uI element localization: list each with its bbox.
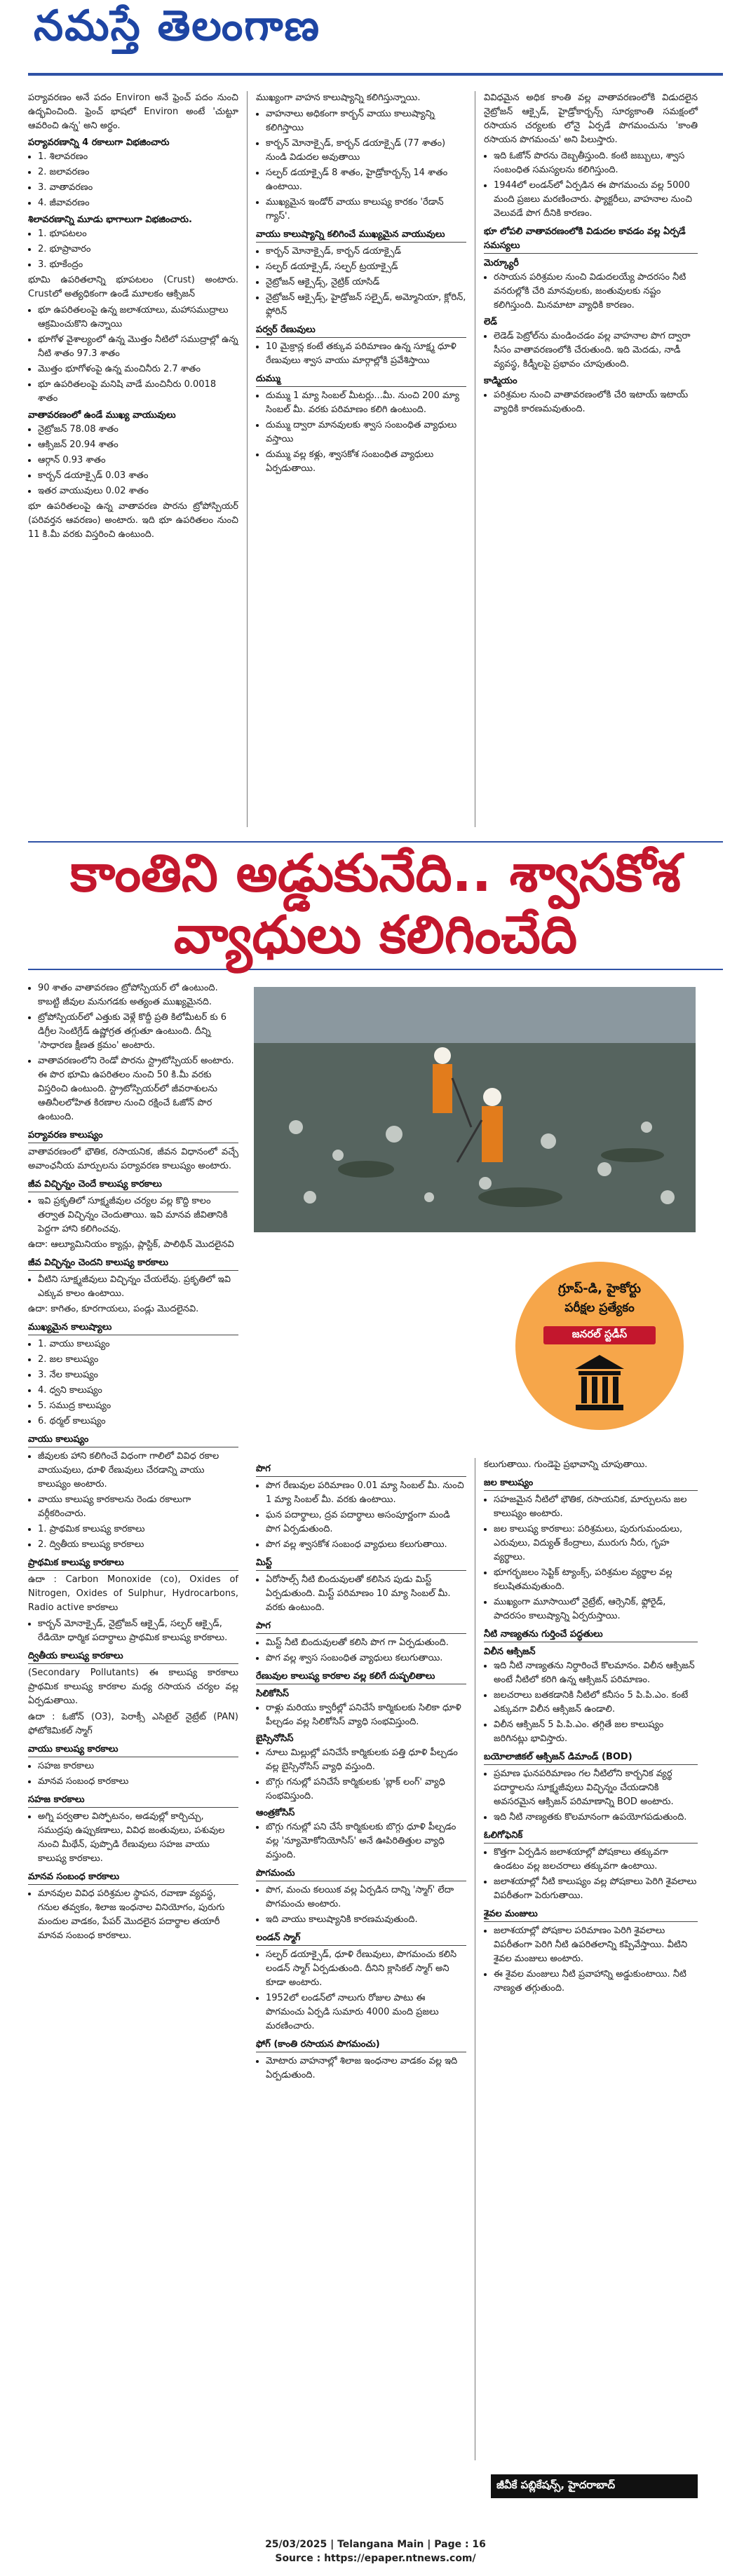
list-item: • కొత్తగా ఏర్పడిన జలాశయాల్లో పోషకాలు తక్కువగా ఉండటం వల్ల జలచరాలు తక్కువగా ఉంటాయి.: [494, 1846, 698, 1874]
section-heading: పర్యావరణ కాలుష్యం: [28, 1129, 238, 1143]
list-item: • రసాయన పరిశ్రమల నుంచి విడుదలయ్యే పాదరసం నీటి వనరుల్లోకి చేరి మానవులకు, జంతువులకు నష్టం కలిగిస్తుంది. మినమాటా వ్యాధికి కారణం.: [494, 271, 698, 313]
section-heading: ఫోగ్ (కాంతి రసాయన పొగమంచు): [256, 2038, 466, 2052]
list-item: • మానవ సంబంధ కారకాలు: [38, 1775, 238, 1789]
list-item: • దుమ్ము వల్ల కళ్లు, శ్వాసకోశ సంబంధిత వ్యాధులు ఏర్పడుతాయి.: [266, 448, 466, 476]
sub-heading: సిలికోసిస్: [256, 1689, 289, 1699]
list: [28, 1337, 238, 1429]
cleanup-photo: [254, 987, 696, 1232]
list-item: • కార్బన్ మోనాక్సైడ్, నైట్రోజన్ ఆక్సైడ్, సల్ఫర్ ఆక్సైడ్, రేడియో ధార్మిక పదార్థాలు ప్రాథమిక కాలుష్య కారకాలు.: [38, 1617, 238, 1645]
list: [484, 388, 698, 416]
badge-title: గ్రూప్-డి, హైకోర్టు: [557, 1281, 642, 1296]
badge-tag: జనరల్ స్టడీస్: [543, 1326, 656, 1344]
paragraph: ఉదా : Carbon Monoxide (co), Oxides of Nitrogen, Oxides of Sulphur, Hydrocarbons, Radio active కారకాలు: [28, 1574, 238, 1613]
list: [484, 1924, 698, 1996]
list: [484, 329, 698, 372]
list: [484, 271, 698, 313]
list-item: • జలచరాలు బతకడానికి నీటిలో కనీసం 5 పి.పి.ఎం. కంటే ఎక్కువగా విలీన ఆక్సిజన్ ఉండాలి.: [494, 1689, 698, 1717]
list-item: • ముఖ్యంగా మూసాయిలో నైట్రేట్, ఆర్సెనిక్, ఫ్లోరైడ్, పాదరసం కాలుష్యాన్ని ఏర్పరుస్తాయి.: [494, 1595, 698, 1623]
court-building-icon: [571, 1351, 628, 1415]
list-item: • 2. భూప్రావారం: [38, 243, 238, 257]
list-item: • ప్రమాణ ఘనపరిమాణం గల నీటిలోని కార్బనిక వ్యర్థ పదార్థాలను సూక్ష్మజీవులు విచ్ఛిన్నం చేయడానికి అవసరమైన ఆక్సిజన్ పరిమాణాన్ని BOD అంటారు.: [494, 1767, 698, 1809]
list-item: • ట్రోపోస్పియర్‌లో ఎత్తుకు వెళ్లే కొద్దీ ప్రతి కిలోమీటర్ కు 6 డిగ్రీల సెంటిగ్రేడ్ ఉష్ణోగ్రత తగ్గుతూ ఉంటుంది. దీన్ని 'సాధారణ క్షీణత క్రమం' అంటారు.: [38, 1011, 238, 1053]
list: [28, 304, 238, 406]
section-heading: వాయు కాలుష్య కారకాలు: [28, 1743, 238, 1757]
section-heading: పొగ: [256, 1462, 466, 1477]
paragraph: (Secondary Pollutants) ఈ కాలుష్య కారకాలు ప్రాథమిక కాలుష్య కారకాల మధ్య రసాయన చర్యల వల్ల ఏర్పడుతాయి.: [28, 1668, 238, 1706]
list-item: • ఏరోసాల్స్ నీటి బిందువులతో కలిసిన పుడు మిస్ట్ ఏర్పడుతుంది. మిస్ట్ పరిమాణం 10 మ్యా సింబల్ మీ. వరకు ఉంటుంది.: [266, 1573, 466, 1615]
list: [256, 1948, 466, 2033]
section-heading: ఓలిగోఫెనిక్: [484, 1829, 698, 1844]
list: [256, 107, 466, 224]
list-item: • 2. జల కాలుష్యం: [38, 1353, 238, 1367]
section-heading: నీటి నాణ్యతను గుర్తించే పద్ధతులు: [484, 1628, 698, 1642]
list-item: • మోటారు వాహనాల్లో శిలాజ ఇంధనాల వాడకం వల్ల ఇది ఏర్పడుతుంది.: [266, 2054, 466, 2083]
list-item: • భూగర్భజలం సెప్టిక్ ట్యాంక్స్, పరిశ్రమల వ్యర్థాల వల్ల కలుషితమవుతుంది.: [494, 1566, 698, 1594]
list-item: • పొగ రేణువుల పరిమాణం 0.01 మ్యా సింబల్ మీ. నుంచి 1 మ్యా సింబల్ మీ. వరకు ఉంటాయి.: [266, 1479, 466, 1507]
list: [28, 1759, 238, 1789]
section-heading: రేణువుల కాలుష్య కారకాల వల్ల కలిగే దుష్ఫలితాలు: [256, 1670, 466, 1684]
section-heading: ద్వితీయ కాలుష్య కారకాలు: [28, 1649, 238, 1664]
column-divider: [247, 91, 248, 827]
section-heading: పర్యావరణాన్ని 4 రకాలుగా విభజించారు: [28, 137, 170, 148]
footer-source-link[interactable]: Source : https://epaper.ntnews.com/: [275, 2553, 476, 2564]
list-item: • 1. శిలావరణం: [38, 150, 238, 164]
intro-paragraph: పర్యావరణం అనే పదం Environ అనే ఫ్రెంచ్ పదం నుంచి ఉద్భవించింది. ఫ్రెంచ్ భాషలో Environ అంటే 'చుట్టూ ఆవరించి ఉన్న' అని అర్థం.: [28, 93, 238, 131]
list-item: • విలీన ఆక్సిజన్ 5 పి.పి.ఎం. తగ్గితే జల కాలుష్యం జరిగినట్లు భావిస్తారు.: [494, 1718, 698, 1746]
list: [484, 149, 698, 221]
list-item: • కార్బన్ డయాక్సైడ్ 0.03 శాతం: [38, 469, 238, 483]
list-item: • భూగోళ వైశాల్యంలో ఉన్న మొత్తం నీటిలో సముద్రాల్లో ఉన్న నీటి శాతం 97.3 శాతం: [38, 333, 238, 361]
section-heading: శైవల మంజులు: [484, 1907, 698, 1922]
list-item: • ఈ శైవల మంజులు నీటి ప్రవాహాన్ని అడ్డుకుంటాయి. నీటి నాణ్యత తగ్గుతుంది.: [494, 1968, 698, 1996]
list-item: • నూలు మిల్లుల్లో పనిచేసే కార్మికులకు పత్తి ధూళి పీల్చడం వల్ల బైస్సినోసిస్ వ్యాధి వస్తుంది.: [266, 1746, 466, 1774]
section-heading: లండన్ స్మాగ్: [256, 1931, 466, 1946]
list-item: • 10 మైక్రాన్ల కంటే తక్కువ పరిమాణం ఉన్న సూక్ష్మ ధూళి రేణువులు శ్వాస వాయు మార్గాల్లోకి ప్రవేశిస్తాయి: [266, 340, 466, 368]
list: [484, 1767, 698, 1825]
list-item: • కార్బన్ మోనాక్సైడ్, కార్బన్ డయాక్సైడ్ (77 శాతం) నుండి విడుదల అవుతాయి: [266, 137, 466, 165]
section-heading: జీవ విచ్ఛిన్నం చెందని కాలుష్య కారకాలు: [28, 1256, 238, 1271]
list-item: • పొగ వల్ల శ్వాసకోశ సంబంధ వ్యాధులు కలుగుతాయి.: [266, 1538, 466, 1552]
headline-line-2: వ్యాధులు కలిగించేది: [173, 905, 578, 965]
list: [28, 1450, 238, 1552]
list: [28, 1810, 238, 1866]
list-item: • వాతావరణంలోని రెండో పొరను స్ట్రాటోస్పియర్ అంటారు. ఈ పొర భూమి ఉపరితలం నుంచి 50 కి.మీ వరకు విస్తరించి ఉంటుంది. స్ట్రాటోస్పియర్‌లో జీవరాశులను ఆతినీలలోహిత కిరణాల నుంచి రక్షించే ఓజోన్ పొర ఉంటుంది.: [38, 1054, 238, 1124]
list-item: • మిస్ట్ నీటి బిందువులతో కలిసి పొగ గా ఏర్పడుతుంది.: [266, 1636, 466, 1650]
list-item: • 2. జలావరణం: [38, 165, 238, 179]
list: [256, 2054, 466, 2083]
paragraph: వివిధమైన అధిక కాంతి వల్ల వాతావరణంలోకి విడుదలైన నైట్రోజన్ ఆక్సైడ్, హైడ్రోకార్బన్స్ సూర్యకాంతి సమక్షంలో రసాయన చర్యలకు లోనై ఏర్పడే పొగమంచును 'కాంతి రసాయన పొగమంచు' అని పిలుస్తారు.: [484, 93, 698, 145]
list-item: • 5. సముద్ర కాలుష్యం: [38, 1399, 238, 1413]
list-item: • ఆర్గాన్ 0.93 శాతం: [38, 454, 238, 468]
list-item: • నైట్రోజన్ ఆక్సైడ్స్, హైడ్రోజన్ సల్ఫైడ్, అమ్మోనియా, క్లోరిన్, ఫ్లోరిన్: [266, 291, 466, 319]
section-heading: మానవ సంబంధ కారకాలు: [28, 1870, 238, 1885]
top-column-2: [256, 91, 466, 477]
section-heading: బయోలాజికల్ ఆక్సిజన్ డిమాండ్ (BOD): [484, 1750, 698, 1765]
paragraph: భూ ఉపరితలంపై ఉన్న వాతావరణ పొరను ట్రోపోస్పియర్ (పరివర్తన ఆవరణం) అంటారు. ఇది భూ ఉపరితలం నుంచి 11 కి.మీ వరకు విస్తరించి ఉంటుంది.: [28, 501, 238, 540]
list: [256, 1883, 466, 1927]
badge-subtitle: పరీక్షల ప్రత్యేకం: [564, 1301, 635, 1315]
bottom-column-2: [256, 1458, 466, 2084]
paragraph: వాతావరణంలో భౌతిక, రసాయనిక, జీవన విధానంలో వచ్చే అవాంఛనీయ మార్పులను పర్యావరణ కాలుష్యం అంటారు.: [28, 1147, 238, 1171]
section-heading: పొగమంచు: [256, 1867, 466, 1881]
list-item: • సల్ఫర్ డయాక్సైడ్, సల్ఫర్ ట్రయాక్సైడ్: [266, 260, 466, 274]
list-item: • 1. వాయు కాలుష్యం: [38, 1337, 238, 1351]
masthead-title: నమస్తే తెలంగాణ: [34, 1, 321, 50]
list-item: • జీవులకు హాని కలిగించే విధంగా గాలిలో వివిధ రకాల వాయువులు, ధూళి రేణువులు చేరడాన్ని వాయు కాలుష్యం అంటారు.: [38, 1450, 238, 1492]
list-item: • ఘన పదార్థాలు, ద్రవ పదార్థాలు అసంపూర్ణంగా మండి పొగ ఏర్పడుతుంది.: [266, 1508, 466, 1536]
list-item: • పొగ, మంచు కలయిక వల్ల ఏర్పడిన దాన్ని 'స్మాగ్' లేదా పొగమంచు అంటారు.: [266, 1883, 466, 1911]
list-item: • జలాశయాల్లో పోషకాల పరిమాణం పెరిగి శైవలాలు విపరీతంగా పెరిగి నీటి ఉపరితలాన్ని కప్పివేస్తాయి. వీటిని శైవల మంజులు అంటారు.: [494, 1924, 698, 1966]
list: [256, 245, 466, 319]
list: [484, 1659, 698, 1746]
list: [28, 423, 238, 498]
list: [256, 340, 466, 368]
section-heading: భూ లోపలి వాతావరణంలోకి విడుదల కావడం వల్ల ఏర్పడే సమస్యలు: [484, 225, 698, 254]
sub-heading: మెర్క్యూరీ: [484, 258, 519, 268]
list-item: • వీటిని సూక్ష్మజీవులు విచ్ఛిన్నం చేయలేవు. ప్రకృతిలో ఇవి ఎక్కువ కాలం ఉంటాయి.: [38, 1273, 238, 1301]
section-heading: జల కాలుష్యం: [484, 1476, 698, 1491]
list-item: • 4. ధ్వని కాలుష్యం: [38, 1384, 238, 1398]
paragraph: భూమి ఉపరితలాన్ని భూపటలం (Crust) అంటారు. Crustలో అత్యధికంగా ఉండే మూలకం ఆక్సిజన్: [28, 275, 238, 299]
top-column-1: [28, 91, 238, 544]
list-item: • 1. ప్రాథమిక కాలుష్య కారకాలు: [38, 1522, 238, 1536]
section-heading: జీవ విచ్ఛిన్నం చెందే కాలుష్య కారకాలు: [28, 1178, 238, 1192]
list-item: • 3. భూకేంద్రం: [38, 258, 238, 272]
list-item: • భూ ఉపరితలంపై మనిషి వాడే మంచినీరు 0.0018 శాతం: [38, 378, 238, 406]
section-heading: ప్రాథమిక కాలుష్య కారకాలు: [28, 1556, 238, 1571]
list: [28, 1617, 238, 1645]
list-item: • 2. ద్వితీయ కాలుష్య కారకాలు: [38, 1538, 238, 1552]
sub-heading: విలీన ఆక్సిజన్: [484, 1647, 536, 1657]
list-item: • సల్ఫర్ డయాక్సైడ్, ధూళి రేణువులు, పొగమంచు కలిసి లండన్ స్మాగ్ ఏర్పడుతుంది. దీనిని క్లాసికల్ స్మాగ్ అని కూడా అంటారు.: [266, 1948, 466, 1990]
headline-line-1: కాంతిని అడ్డుకునేది.. శ్వాసకోశ: [70, 843, 681, 904]
list: [484, 1493, 698, 1623]
section-heading: పర్వర్ రేణువులు: [256, 323, 466, 338]
list: [28, 150, 238, 210]
list: [28, 981, 238, 1124]
section-heading: మిస్ట్: [256, 1556, 466, 1571]
list-item: • 90 శాతం వాతావరణం ట్రోపోస్పియర్ లో ఉంటుంది. కాబట్టి జీవుల మనుగడకు అత్యంత ముఖ్యమైనది.: [38, 981, 238, 1009]
list: [484, 1846, 698, 1903]
list-item: • భూ ఉపరితలంపై ఉన్న జలాశయాలు, మహాసముద్రాలు ఆక్రమించుకొని ఉన్నాయి: [38, 304, 238, 332]
list-item: • సహజమైన నీటిలో భౌతిక, రసాయనిక, మార్పులను జల కాలుష్యం అంటారు.: [494, 1493, 698, 1521]
list-item: • పరిశ్రమల నుంచి వాతావరణంలోకి చేరి ఇటాయ్ ఇటాయ్ వ్యాధికి కారణమవుతుంది.: [494, 388, 698, 416]
list: [256, 1636, 466, 1665]
list-item: • పొగ వల్ల శ్వాస సంబంధిత వ్యాధులు కలుగుతాయి.: [266, 1651, 466, 1665]
list-item: • మొత్తం భూగోళంపై ఉన్న మంచినీరు 2.7 శాతం: [38, 362, 238, 376]
list-item: • ఇవి ప్రకృతిలో సూక్ష్మజీవుల చర్యల వల్ల కొద్ది కాలం తర్వాత విచ్ఛిన్నం చెందుతాయి. ఇవి మానవ జీవితానికి పెద్దగా హాని కలిగించవు.: [38, 1194, 238, 1236]
list-item: • నైట్రోజన్ 78.08 శాతం: [38, 423, 238, 437]
list: [28, 227, 238, 272]
masthead: [28, 0, 723, 76]
list-item: • ఇది నీటి నాణ్యతను నిర్ధారించే కొలమానం. విలీన ఆక్సిజన్ అంటే నీటిలో కరిగి ఉన్న ఆక్సిజన్ పరిమాణం.: [494, 1659, 698, 1687]
list-item: • 1952లో లండన్‌లో నాలుగు రోజుల పాటు ఈ పొగమంచు ఏర్పడి సుమారు 4000 మంది ప్రజలు మరణించారు.: [266, 1991, 466, 2033]
list-item: • ఇది ఓజోన్ పొరను దెబ్బతీస్తుంది. కంటి జబ్బులు, శ్వాస సంబంధిత సమస్యలను కలిగిస్తుంది.: [494, 149, 698, 177]
list-item: • సహజ కారకాలు: [38, 1759, 238, 1773]
bottom-column-3: [484, 1458, 698, 1997]
list-item: • వాహనాలు అధికంగా కార్బన్ వాయు కాలుష్యాన్ని కలిగిస్తాయి: [266, 107, 466, 135]
list: [28, 1194, 238, 1236]
photo-illustration: [254, 987, 696, 1232]
section-heading: వాతావరణంలో ఉండే ముఖ్య వాయువులు: [28, 410, 176, 421]
list-item: • మానవుల వివిధ పరిశ్రమల స్థాపన, రవాణా వ్యవస్థ, గనుల తవ్వకం, శిలాజ ఇంధనాల వినియోగం, పురుగు మందుల వాడకం, పేపర్ మొదలైన పదార్థాల తయారీ మానవ సంబంధ కారకాలు.: [38, 1887, 238, 1943]
sub-heading: కాడ్మియం: [484, 376, 517, 386]
list: [28, 1273, 238, 1301]
publisher-credit: జీవీకే పబ్లికేషన్స్, హైదరాబాద్: [491, 2474, 698, 2498]
paragraph: కలుగుతాయి. గుండెపై ప్రభావాన్ని చూపుతాయి.: [484, 1459, 648, 1470]
list-item: • 4. జీవావరణం: [38, 196, 238, 210]
section-heading: పాగ: [256, 1619, 466, 1634]
list-item: • దుమ్ము ద్వారా మానవులకు శ్వాస సంబంధిత వ్యాధులు వస్తాయి: [266, 418, 466, 447]
list-item: • కార్బన్ మోనాక్సైడ్, కార్బన్ డయాక్సైడ్: [266, 245, 466, 259]
list: [256, 1746, 466, 1804]
list: [28, 1887, 238, 1943]
list-item: • ఆక్సిజన్ 20.94 శాతం: [38, 438, 238, 452]
sub-heading: లెడ్: [484, 317, 497, 327]
list-item: • ఇది వాయు కాలుష్యానికి కారణమవుతుంది.: [266, 1913, 466, 1927]
list-item: • 1944లో లండన్‌లో ఏర్పడిన ఈ పొగమంచు వల్ల 5000 మంది ప్రజలు మరణించారు. ఫ్యాక్టరీలు, వాహనాల నుంచి వెలువడే పొగ దీనికి కారణం.: [494, 179, 698, 221]
list-item: • 3. వాతావరణం: [38, 181, 238, 195]
article-headline: [28, 841, 723, 970]
list: [256, 1701, 466, 1729]
section-heading: ముఖ్యమైన కాలుష్యాలు: [28, 1321, 238, 1335]
list-item: • లెడెడ్ పెట్రోల్‌ను మండించడం వల్ల వాహనాల పొగ ద్వారా సీసం వాతావరణంలోకి చేరుతుంది. ఇది మెదడు, నాడీ వ్యవస్థ, కిడ్నీలపై ప్రభావం చూపుతుంది.: [494, 329, 698, 372]
list: [256, 1820, 466, 1862]
list-item: • నైట్రోజన్ ఆక్సైడ్స్, నైట్రిక్ యాసిడ్: [266, 275, 466, 289]
sub-heading: ఆంత్రకోసిస్: [256, 1808, 295, 1818]
list-item: • 6. థర్మల్ కాలుష్యం: [38, 1415, 238, 1429]
list-item: • వాయు కాలుష్య కారకాలను రెండు రకాలుగా వర్గీకరించారు.: [38, 1493, 238, 1521]
list: [256, 1573, 466, 1615]
list-item: • ఇది నీటి నాణ్యతకు కొలమానంగా ఉపయోగపడుతుంది.: [494, 1811, 698, 1825]
section-heading: దుమ్ము: [256, 372, 466, 387]
list-item: • అగ్ని పర్వతాల విస్ఫోటనం, అడవుల్లో కార్చిచ్చు, సముద్రపు ఉప్పుకణాలు, వివిధ జంతువులు, పశువుల నుంచి మీథేన్, పుప్పొడి రేణువులు సహజ వాయు కాలుష్య కారకాలు.: [38, 1810, 238, 1866]
list-item: • ఇతర వాయువులు 0.02 శాతం: [38, 484, 238, 498]
paragraph: ఉదా: ఆల్యూమినియం క్యాన్లు, ప్లాస్టిక్, పాలిథిన్ మొదలైనవి: [28, 1239, 234, 1250]
group-d-badge: [505, 1262, 694, 1465]
paragraph: ఉదా: కాగితం, కూరగాయలు, పండ్లు మొదలైనవి.: [28, 1304, 199, 1314]
list-item: • దుమ్ము 1 మ్యా సింబల్ మీటర్లు...మీ. నుంచి 200 మ్యా సింబల్ మీ. వరకు పరిమాణం కలిగి ఉంటుంది.: [266, 389, 466, 417]
list-item: • సల్ఫర్ డయాక్సైడ్ 8 శాతం, హైడ్రోకార్బన్స్ 14 శాతం ఉంటాయి.: [266, 166, 466, 194]
page-footer: [0, 2537, 751, 2565]
list: [256, 1479, 466, 1552]
top-column-3: [484, 91, 698, 418]
section-heading: వాయు కాలుష్యాన్ని కలిగించే ముఖ్యమైన వాయువులు: [256, 228, 466, 243]
paragraph: ఉదా : ఓజోన్ (O3), పెరాక్సీ ఎసిటైల్ నైట్రేట్ (PAN) ఫోటోకెమికల్ స్మాగ్: [28, 1712, 238, 1736]
list-item: • బొగ్గు గనుల్లో పనిచేసే కార్మికులకు 'బ్లాక్ లంగ్' వ్యాధి సంభవిస్తుంది.: [266, 1776, 466, 1804]
list-item: • రాళ్లు మరియు క్వారీల్లో పనిచేసే కార్మికులకు సిలికా ధూళి పీల్చడం వల్ల సిలికోసిస్ వ్యాధి సంభవిస్తుంది.: [266, 1701, 466, 1729]
section-heading: సహజ కారకాలు: [28, 1793, 238, 1808]
list-item: • 1. భూపటలం: [38, 227, 238, 241]
list-item: • జలాశయాల్లో నీటి కాలుష్యం వల్ల పోషకాలు పెరిగి శైవలాలు విపరీతంగా పెరుగుతాయి.: [494, 1875, 698, 1903]
list-item: • 3. నేల కాలుష్యం: [38, 1368, 238, 1382]
paragraph: ముఖ్యంగా వాహన కాలుష్యాన్ని కలిగిస్తున్నాయి.: [256, 93, 421, 103]
list-item: • బొగ్గు గనుల్లో పని చేసే కార్మికులకు బొగ్గు ధూళి పీల్చడం వల్ల 'న్యూమోకోనియోసిస్' అనే ఊపిరితిత్తుల వ్యాధి వస్తుంది.: [266, 1820, 466, 1862]
list-item: • జల కాలుష్య కారకాలు: పరిశ్రమలు, పురుగుమందులు, ఎరువులు, విద్యుత్ కేంద్రాలు, మురుగు నీరు, గృహ వ్యర్థాలు.: [494, 1522, 698, 1565]
section-heading: శిలావరణాన్ని మూడు భాగాలుగా విభజించారు.: [28, 214, 192, 225]
bottom-column-1: [28, 981, 238, 1944]
section-heading: వాయు కాలుష్యం: [28, 1433, 238, 1447]
footer-date-line: 25/03/2025 | Telangana Main | Page : 16: [265, 2539, 486, 2550]
list-item: • ముఖ్యమైన ఇండోర్ వాయు కాలుష్య కారకం 'రేడాన్ గ్యాస్'.: [266, 196, 466, 224]
list: [256, 389, 466, 476]
sub-heading: బైస్సినోసిస్: [256, 1733, 294, 1744]
